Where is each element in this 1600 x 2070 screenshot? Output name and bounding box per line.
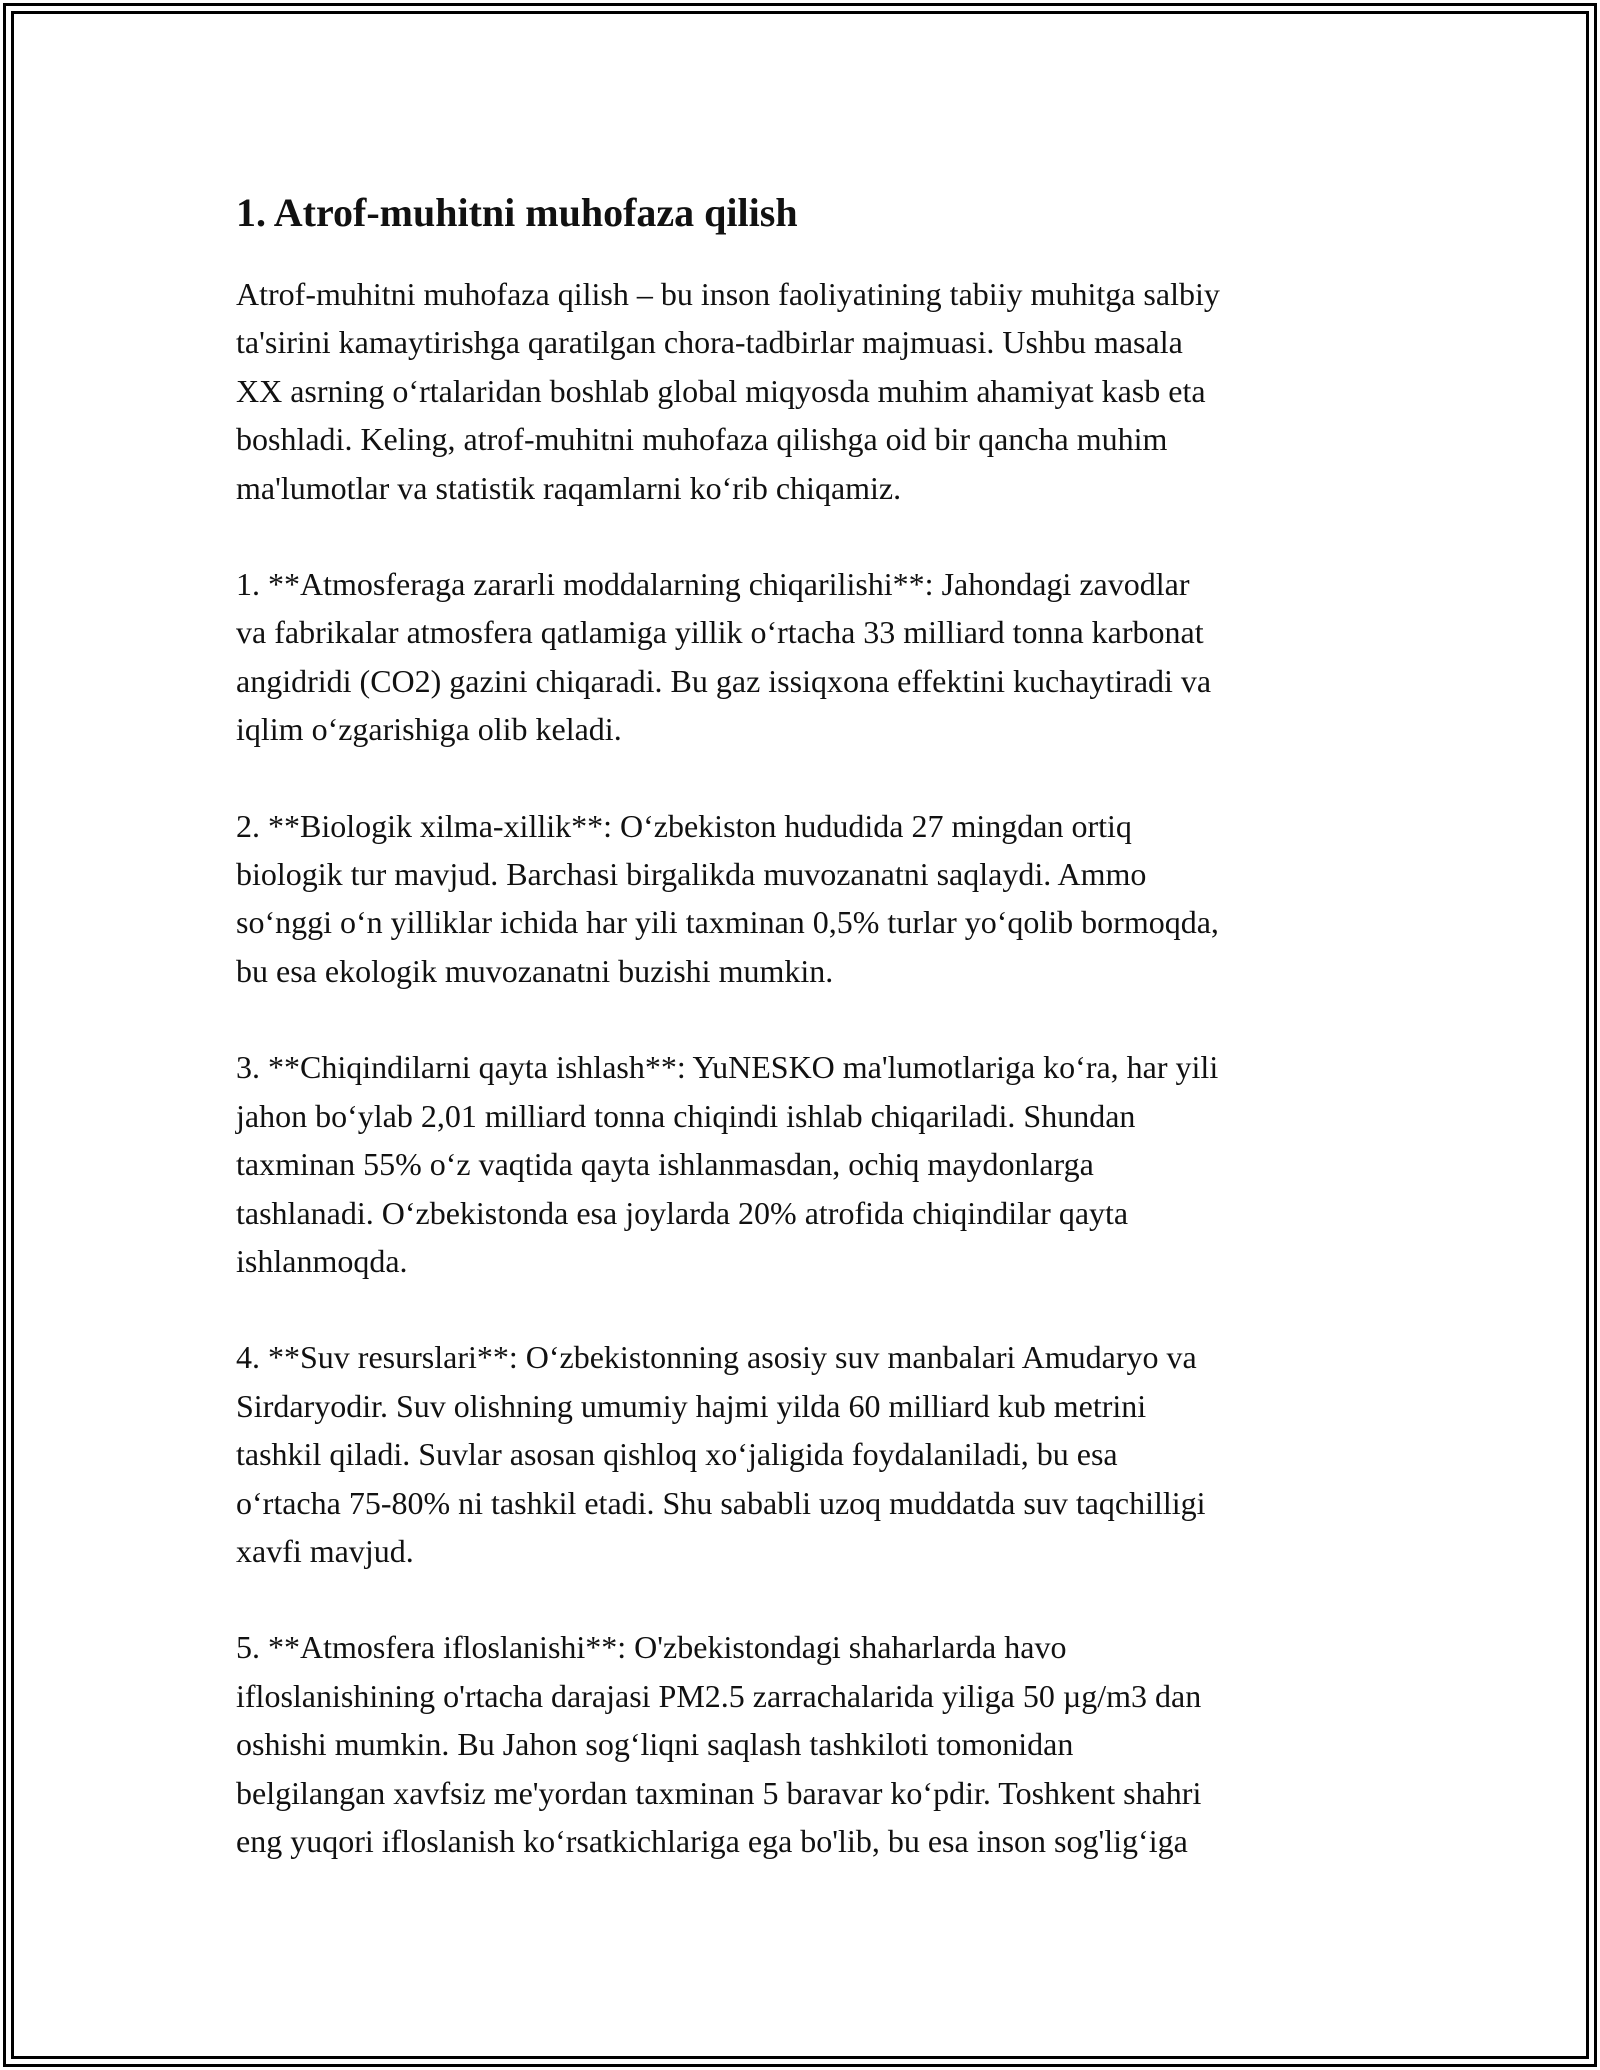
paragraph-list [236, 270, 1376, 1865]
paragraph-item-3 [236, 1043, 1376, 1285]
paragraph-line: eng yuqori ifloslanish ko‘rsatkichlariga ega bo'lib, bu esa inson sog'lig‘iga [236, 1822, 1188, 1859]
paragraph-line: XX asrning o‘rtalaridan boshlab global miqyosda muhim ahamiyat kasb eta [236, 372, 1206, 409]
paragraph-line: 3. **Chiqindilarni qayta ishlash**: YuNESKO ma'lumotlariga ko‘ra, har yili [236, 1049, 1219, 1086]
paragraph-line: Sirdaryodir. Suv olishning umumiy hajmi yilda 60 milliard kub metrini [236, 1387, 1147, 1424]
paragraph-item-4 [236, 1333, 1376, 1575]
paragraph-line: ishlanmoqda. [236, 1242, 408, 1279]
paragraph-line: so‘nggi o‘n yilliklar ichida har yili taxminan 0,5% turlar yo‘qolib bormoqda, [236, 904, 1219, 941]
paragraph-item-5 [236, 1623, 1376, 1865]
paragraph-item-1 [236, 560, 1376, 754]
paragraph-line: Atrof-muhitni muhofaza qilish – bu inson faoliyatining tabiiy muhitga salbiy [236, 276, 1220, 312]
paragraph-line: angidridi (CO2) gazini chiqaradi. Bu gaz issiqxona effektini kuchaytiradi va [236, 662, 1212, 699]
paragraph-line: biologik tur mavjud. Barchasi birgalikda muvozanatni saqlaydi. Ammo [236, 856, 1147, 893]
paragraph-line: 2. **Biologik xilma-xillik**: O‘zbekiston hududida 27 mingdan ortiq [236, 807, 1132, 844]
paragraph-item-2 [236, 802, 1376, 996]
paragraph-line: belgilangan xavfsiz me'yordan taxminan 5 baravar ko‘pdir. Toshkent shahri [236, 1774, 1202, 1811]
paragraph-intro [236, 270, 1376, 512]
paragraph-line: xavfi mavjud. [236, 1532, 414, 1569]
paragraph-line: va fabrikalar atmosfera qatlamiga yillik o‘rtacha 33 milliard tonna karbonat [236, 614, 1204, 651]
paragraph-line: 5. **Atmosfera ifloslanishi**: O'zbekistondagi shaharlarda havo [236, 1629, 1067, 1666]
paragraph-line: ma'lumotlar va statistik raqamlarni ko‘rib chiqamiz. [236, 469, 902, 506]
paragraph-line: iqlim o‘zgarishiga olib keladi. [236, 711, 622, 748]
paragraph-line: ta'sirini kamaytirishga qaratilgan chora-tadbirlar majmuasi. Ushbu masala [236, 324, 1183, 361]
document-body [236, 182, 1376, 1913]
paragraph-line: tashkil qiladi. Suvlar asosan qishloq xo‘jaligida foydalaniladi, bu esa [236, 1436, 1118, 1473]
paragraph-line: 4. **Suv resurslari**: O‘zbekistonning asosiy suv manbalari Amudaryo va [236, 1339, 1197, 1376]
paragraph-line: jahon bo‘ylab 2,01 milliard tonna chiqindi ishlab chiqariladi. Shundan [236, 1097, 1136, 1134]
paragraph-line: o‘rtacha 75-80% ni tashkil etadi. Shu sababli uzoq muddatda suv taqchilligi [236, 1484, 1206, 1521]
paragraph-line: tashlanadi. O‘zbekistonda esa joylarda 20% atrofida chiqindilar qayta [236, 1194, 1129, 1231]
paragraph-line: 1. **Atmosferaga zararli moddalarning chiqarilishi**: Jahondagi zavodlar [236, 566, 1190, 603]
paragraph-line: bu esa ekologik muvozanatni buzishi mumkin. [236, 952, 834, 989]
paragraph-line: taxminan 55% o‘z vaqtida qayta ishlanmasdan, ochiq maydonlarga [236, 1146, 1094, 1183]
page-title: 1. Atrof-muhitni muhofaza qilish [236, 190, 798, 235]
paragraph-line: ifloslanishining o'rtacha darajasi PM2.5 zarrachalarida yiliga 50 µg/m3 dan [236, 1677, 1202, 1714]
paragraph-line: boshladi. Keling, atrof-muhitni muhofaza qilishga oid bir qancha muhim [236, 421, 1168, 458]
paragraph-line: oshishi mumkin. Bu Jahon sog‘liqni saqlash tashkiloti tomonidan [236, 1726, 1074, 1763]
